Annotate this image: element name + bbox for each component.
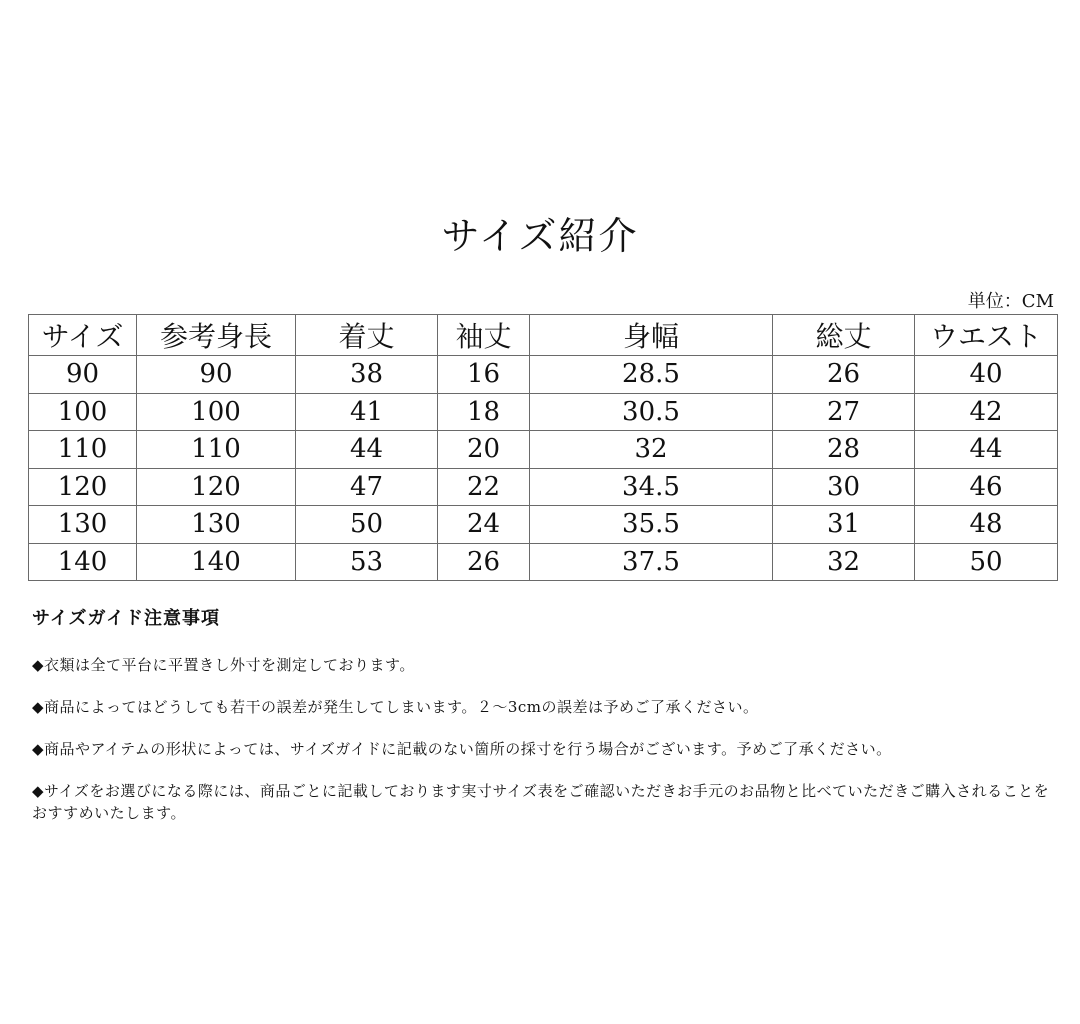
table-cell: 27 (773, 393, 915, 431)
page-title: サイズ紹介 (441, 214, 639, 258)
table-cell: 32 (530, 431, 773, 469)
header-chest-width: 身幅 (530, 315, 773, 356)
table-row (29, 543, 1058, 581)
table-cell: 41 (296, 393, 438, 431)
size-table (28, 314, 1058, 581)
header-total-length: 総丈 (773, 315, 915, 356)
note-item: ◆サイズをお選びになる際には、商品ごとに記載しております実寸サイズ表をご確認いただきお手元のお品物と比べていただきご購入されることをおすすめいたします。 (32, 782, 1050, 822)
note-item: ◆商品やアイテムの形状によっては、サイズガイドに記載のない箇所の採寸を行う場合がございます。予めご了承ください。 (32, 740, 892, 758)
table-cell: 110 (137, 431, 296, 469)
table-cell: 140 (137, 543, 296, 581)
table-cell: 110 (29, 431, 137, 469)
table-row (29, 431, 1058, 469)
table-cell: 18 (438, 393, 530, 431)
table-cell: 30 (773, 468, 915, 506)
table-row (29, 506, 1058, 544)
table-cell: 20 (438, 431, 530, 469)
table-row (29, 468, 1058, 506)
header-waist: ウエスト (915, 315, 1058, 356)
table-cell: 50 (915, 543, 1058, 581)
table-cell: 40 (915, 356, 1058, 394)
table-cell: 42 (915, 393, 1058, 431)
table-cell: 16 (438, 356, 530, 394)
table-cell: 28 (773, 431, 915, 469)
table-row (29, 356, 1058, 394)
note-item: ◆商品によってはどうしても若干の誤差が発生してしまいます。２～3cmの誤差は予めご了承ください。 (32, 698, 759, 716)
header-size: サイズ (29, 315, 137, 356)
table-cell: 47 (296, 468, 438, 506)
table-cell: 44 (296, 431, 438, 469)
table-cell: 30.5 (530, 393, 773, 431)
table-cell: 35.5 (530, 506, 773, 544)
unit-label: 単位：CM (967, 291, 1054, 312)
table-cell: 120 (29, 468, 137, 506)
note-item: ◆衣類は全て平台に平置きし外寸を測定しております。 (32, 656, 415, 674)
table-header-row (29, 315, 1058, 356)
table-cell: 100 (29, 393, 137, 431)
table-cell: 31 (773, 506, 915, 544)
table-cell: 22 (438, 468, 530, 506)
table-cell: 24 (438, 506, 530, 544)
table-cell: 44 (915, 431, 1058, 469)
table-cell: 90 (137, 356, 296, 394)
table-cell: 53 (296, 543, 438, 581)
table-cell: 26 (438, 543, 530, 581)
table-cell: 26 (773, 356, 915, 394)
table-cell: 130 (29, 506, 137, 544)
table-cell: 38 (296, 356, 438, 394)
notes-title: サイズガイド注意事項 (32, 608, 221, 629)
header-sleeve-length: 袖丈 (438, 315, 530, 356)
table-cell: 50 (296, 506, 438, 544)
table-cell: 37.5 (530, 543, 773, 581)
table-cell: 34.5 (530, 468, 773, 506)
table-cell: 100 (137, 393, 296, 431)
table-cell: 32 (773, 543, 915, 581)
table-cell: 90 (29, 356, 137, 394)
table-row (29, 393, 1058, 431)
table-cell: 140 (29, 543, 137, 581)
table-cell: 130 (137, 506, 296, 544)
header-reference-height: 参考身長 (137, 315, 296, 356)
table-cell: 46 (915, 468, 1058, 506)
table-cell: 28.5 (530, 356, 773, 394)
table-cell: 120 (137, 468, 296, 506)
header-body-length: 着丈 (296, 315, 438, 356)
table-cell: 48 (915, 506, 1058, 544)
